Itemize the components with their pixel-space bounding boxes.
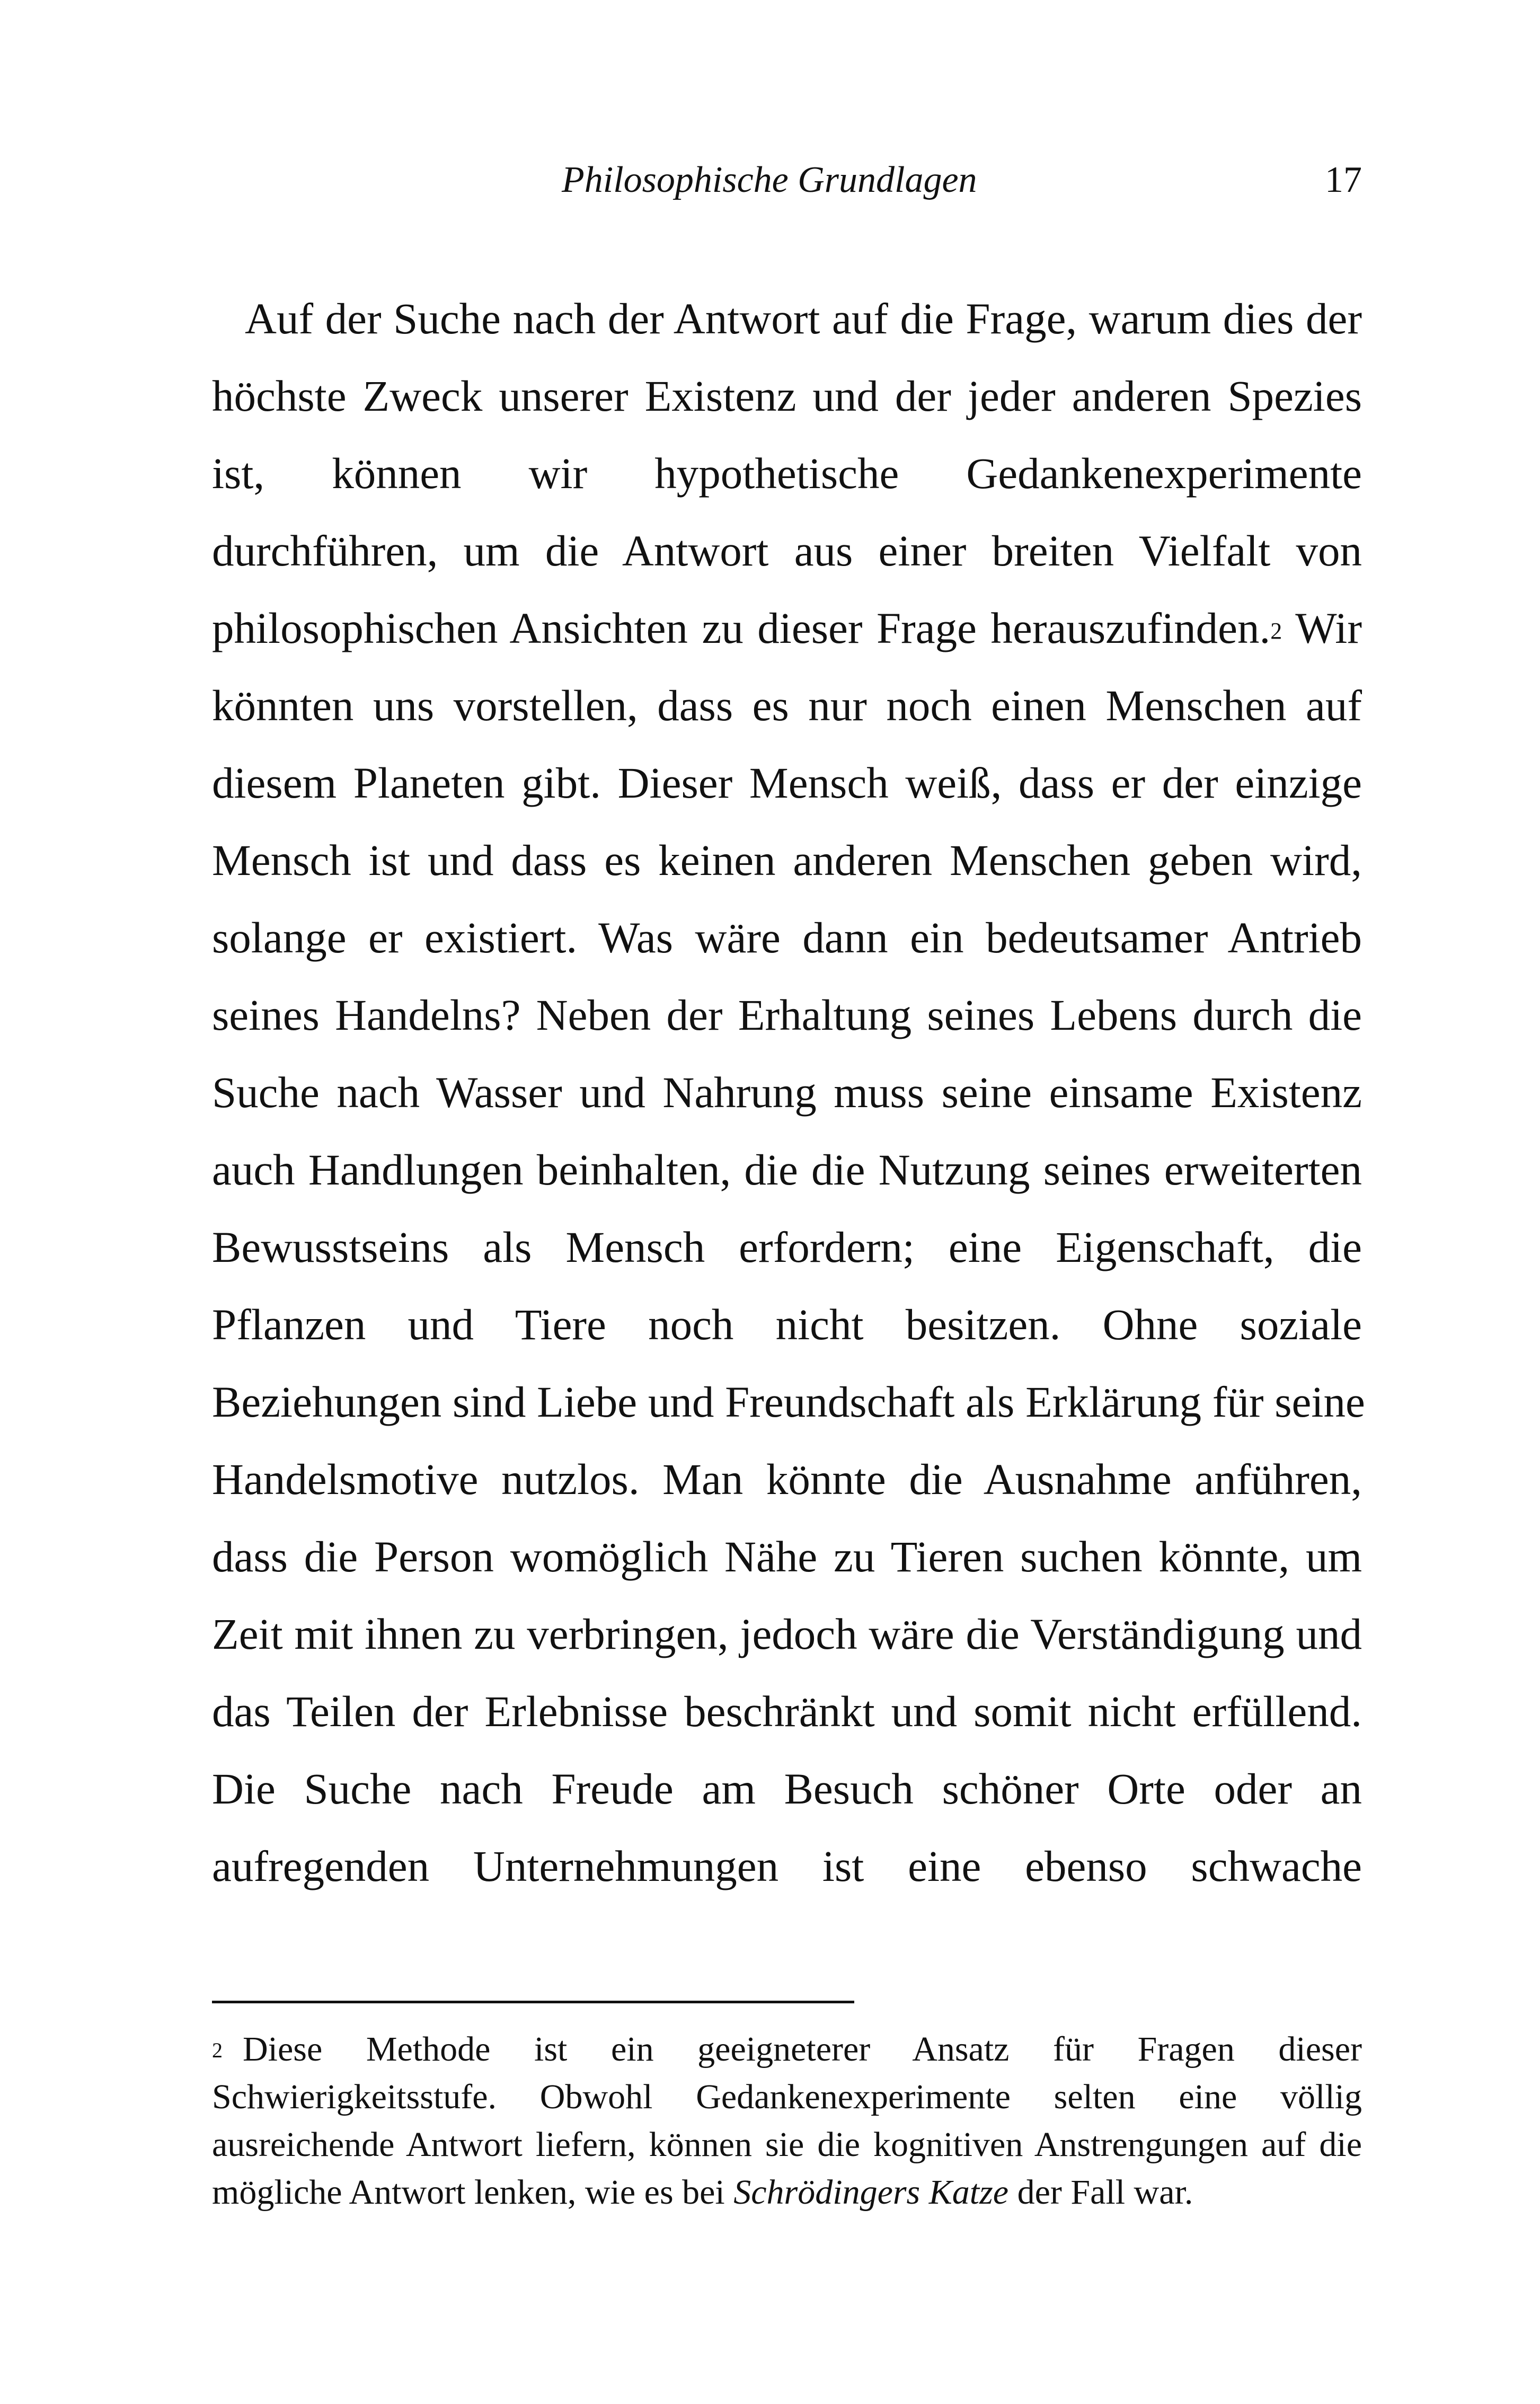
body-line: Pflanzen und Tiere noch nicht besitzen. Ohne soziale [212, 1300, 1362, 1349]
body-line: Beziehungen sind Liebe und Freundschaft als Erklärung für seine [212, 1377, 1365, 1426]
body-line: durchführen, um die Antwort aus einer breiten Vielfalt von [212, 526, 1362, 575]
body-line-text: Wir [1295, 604, 1362, 652]
body-line: höchste Zweck unserer Existenz und der jeder anderen Spezies [212, 372, 1362, 420]
running-head [212, 154, 1362, 207]
footnote-italic-reference: Schrödingers Katze [733, 2173, 1009, 2212]
body-line: diesem Planeten gibt. Dieser Mensch weiß, dass er der einzige [212, 758, 1362, 807]
footnote-line-text: Diese Methode ist ein geeigneterer Ansatz für Fragen dieser [243, 2030, 1362, 2069]
running-head-title: Philosophische Grundlagen [562, 160, 977, 200]
body-line: Die Suche nach Freude am Besuch schöner Orte oder an [212, 1764, 1362, 1813]
footnote-marker: 2 [212, 2038, 223, 2062]
body-line: Mensch ist und dass es keinen anderen Menschen geben wird, [212, 836, 1362, 885]
footnote [212, 2026, 1362, 2216]
body-line: Handelsmotive nutzlos. Man könnte die Ausnahme anführen, [212, 1455, 1362, 1504]
footnote-divider [212, 2001, 854, 2003]
body-line-text: philosophischen Ansichten zu dieser Frage herauszufinden. [212, 604, 1271, 652]
body-line-with-footnote-ref [212, 589, 1362, 667]
body-line: Bewusstseins als Mensch erfordern; eine Eigenschaft, die [212, 1223, 1362, 1271]
body-line: solange er existiert. Was wäre dann ein bedeutsamer Antrieb [212, 913, 1362, 962]
body-paragraph [212, 280, 1365, 1905]
footnote-line: Schwierigkeitsstufe. Obwohl Gedankenexperimente selten eine völlig [212, 2078, 1362, 2116]
body-line: seines Handelns? Neben der Erhaltung seines Lebens durch die [212, 991, 1362, 1039]
body-line: auch Handlungen beinhalten, die die Nutzung seines erweiterten [212, 1145, 1362, 1194]
body-line: aufregenden Unternehmungen ist eine ebenso schwache [212, 1842, 1362, 1890]
footnote-line [212, 2026, 1362, 2073]
body-line: Zeit mit ihnen zu verbringen, jedoch wäre die Verständigung und [212, 1610, 1362, 1658]
page-number: 17 [1325, 160, 1362, 200]
body-line: das Teilen der Erlebnisse beschränkt und somit nicht erfüllend. [212, 1687, 1362, 1736]
body-line: dass die Person womöglich Nähe zu Tieren suchen könnte, um [212, 1532, 1362, 1581]
footnote-line: ausreichende Antwort liefern, können sie die kognitiven Anstrengungen auf die [212, 2125, 1362, 2164]
body-line: Suche nach Wasser und Nahrung muss seine einsame Existenz [212, 1068, 1362, 1117]
footnote-line [212, 2169, 1362, 2216]
body-line: könnten uns vorstellen, dass es nur noch einen Menschen auf [212, 681, 1362, 730]
body-line: Auf der Suche nach der Antwort auf die Frage, warum dies der [245, 294, 1362, 343]
footnote-reference: 2 [1270, 618, 1282, 644]
footnote-line-text: der Fall war. [1017, 2173, 1193, 2212]
footnote-line-text: mögliche Antwort lenken, wie es bei [212, 2173, 725, 2212]
body-line: ist, können wir hypothetische Gedankenexperimente [212, 449, 1362, 498]
